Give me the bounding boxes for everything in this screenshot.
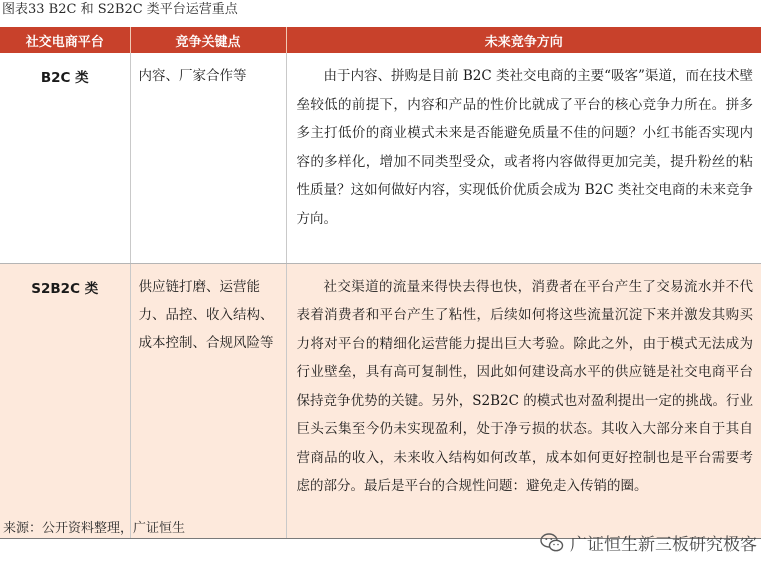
comparison-table xyxy=(0,27,761,539)
platform-cell: S2B2C 类 xyxy=(0,263,130,538)
key-points-cell: 供应链打磨、运营能力、品控、收入结构、成本控制、合规风险等 xyxy=(130,263,286,538)
future-direction-cell: 社交渠道的流量来得快去得也快，消费者在平台产生了交易流水并不代表着消费者和平台产生了粘性，后续如何将这些流量沉淀下来并激发其购买力将对平台的精细化运营能力提出巨大考验。除此之外，由于模式无法成为行业壁垒，具有高可复制性，因此如何建设高水平的供应链是社交电商平台保持竞争优势的关键。另外，S2B2C 的模式也对盈利提出一定的挑战。行业巨头云集至今仍未实现盈利，处于净亏损的状态。其收入大部分来自于其自营商品的收入，未来收入结构如何改革，成本如何更好控制也是平台需要考虑的部分。最后是平台的合规性问题：避免走入传销的圈。 xyxy=(286,263,761,538)
watermark-text: 广证恒生新三板研究极客 xyxy=(570,535,757,555)
table-header-row xyxy=(0,27,761,53)
wechat-icon xyxy=(540,532,564,554)
header-platform: 社交电商平台 xyxy=(0,27,130,53)
header-key-points: 竞争关键点 xyxy=(130,27,286,53)
source-note: 来源：公开资料整理，广证恒生 xyxy=(3,521,186,536)
figure-title: 图表33 B2C 和 S2B2C 类平台运营重点 xyxy=(2,2,238,17)
key-points-cell: 内容、厂家合作等 xyxy=(130,53,286,263)
future-direction-cell: 由于内容、拼购是目前 B2C 类社交电商的主要“吸客”渠道，而在技术壁垒较低的前提下，内容和产品的性价比就成了平台的核心竞争力所在。拼多多主打低价的商业模式未来是否能避免质量不佳的问题？小红书能否实现内容的多样化，增加不同类型受众，或者将内容做得更加完美，提升粉丝的粘性质量？这如何做好内容，实现低价优质会成为 B2C 类社交电商的未来竞争方向。 xyxy=(286,53,761,263)
table-row xyxy=(0,53,761,263)
table-row xyxy=(0,263,761,538)
watermark xyxy=(540,530,757,555)
header-future-direction: 未来竞争方向 xyxy=(286,27,761,53)
platform-cell: B2C 类 xyxy=(0,53,130,263)
